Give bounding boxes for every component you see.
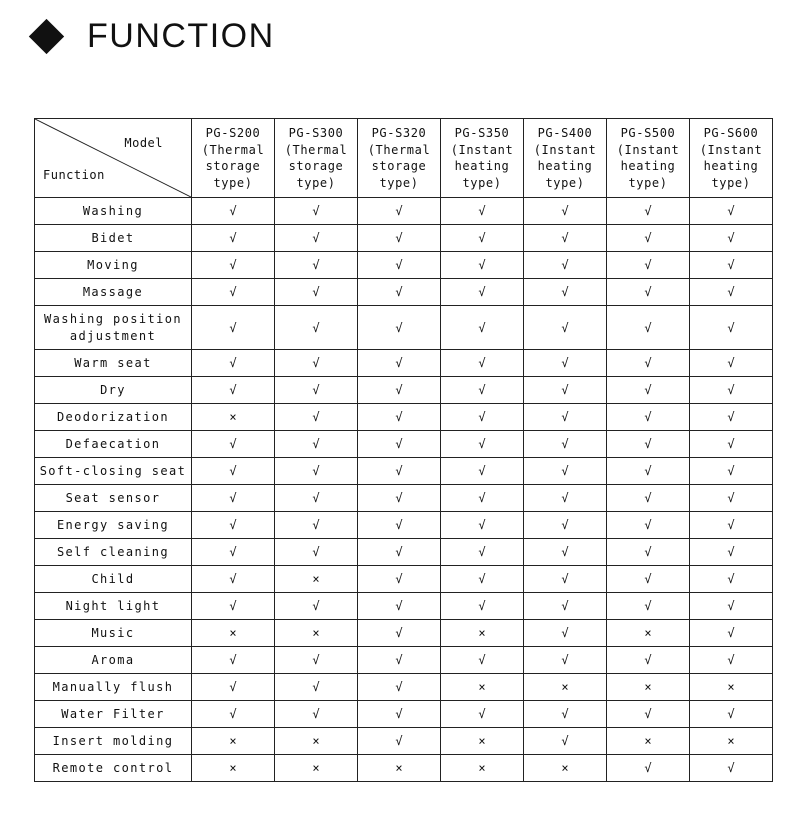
- check-mark-cell: √: [524, 458, 607, 485]
- function-name-cell: Self cleaning: [35, 539, 192, 566]
- model-name: PG-S500: [620, 126, 676, 140]
- function-name-cell: Music: [35, 620, 192, 647]
- model-header-content: [690, 119, 772, 191]
- function-name-cell: Insert molding: [35, 728, 192, 755]
- check-mark-cell: √: [607, 647, 690, 674]
- model-type: (Thermal storage type): [367, 142, 431, 190]
- check-mark-cell: √: [275, 593, 358, 620]
- model-name: PG-S350: [454, 126, 510, 140]
- check-mark-cell: √: [192, 279, 275, 306]
- check-mark-cell: √: [607, 755, 690, 782]
- check-mark-cell: √: [275, 485, 358, 512]
- table-row: [35, 458, 773, 485]
- function-name-cell: Energy saving: [35, 512, 192, 539]
- function-name-cell: Remote control: [35, 755, 192, 782]
- check-mark-cell: √: [524, 350, 607, 377]
- check-mark-cell: √: [441, 404, 524, 431]
- table-row: [35, 512, 773, 539]
- check-mark-cell: √: [358, 512, 441, 539]
- check-mark-cell: √: [690, 485, 773, 512]
- check-mark-cell: √: [690, 458, 773, 485]
- check-mark-cell: √: [690, 755, 773, 782]
- check-mark-cell: √: [358, 458, 441, 485]
- check-mark-cell: √: [275, 279, 358, 306]
- check-mark-cell: √: [524, 306, 607, 350]
- check-mark-cell: √: [607, 377, 690, 404]
- check-mark-cell: √: [192, 377, 275, 404]
- check-mark-cell: √: [192, 198, 275, 225]
- check-mark-cell: √: [690, 566, 773, 593]
- check-mark-cell: √: [441, 306, 524, 350]
- table-row: [35, 377, 773, 404]
- function-name-cell: Manually flush: [35, 674, 192, 701]
- check-mark-cell: √: [441, 350, 524, 377]
- check-mark-cell: √: [607, 566, 690, 593]
- check-mark-cell: √: [524, 485, 607, 512]
- check-mark-cell: √: [275, 306, 358, 350]
- model-header-pg-s600: [690, 119, 773, 198]
- table-row: [35, 198, 773, 225]
- check-mark-cell: √: [441, 485, 524, 512]
- model-name: PG-S300: [288, 126, 344, 140]
- check-mark-cell: √: [192, 306, 275, 350]
- function-name-cell: Washing: [35, 198, 192, 225]
- check-mark-cell: √: [607, 306, 690, 350]
- model-header-pg-s320: [358, 119, 441, 198]
- check-mark-cell: √: [192, 458, 275, 485]
- check-mark-cell: √: [358, 539, 441, 566]
- check-mark-cell: √: [441, 512, 524, 539]
- cross-mark-cell: ×: [275, 566, 358, 593]
- function-name-cell: Warm seat: [35, 350, 192, 377]
- check-mark-cell: √: [358, 647, 441, 674]
- model-header-pg-s350: [441, 119, 524, 198]
- model-header-content: [441, 119, 523, 191]
- check-mark-cell: √: [524, 377, 607, 404]
- check-mark-cell: √: [441, 593, 524, 620]
- check-mark-cell: √: [358, 404, 441, 431]
- cross-mark-cell: ×: [441, 755, 524, 782]
- check-mark-cell: √: [358, 377, 441, 404]
- check-mark-cell: √: [690, 404, 773, 431]
- table-header-row: [35, 119, 773, 198]
- table-row: [35, 279, 773, 306]
- check-mark-cell: √: [524, 728, 607, 755]
- check-mark-cell: √: [358, 431, 441, 458]
- function-name-cell: Aroma: [35, 647, 192, 674]
- function-name-cell: Defaecation: [35, 431, 192, 458]
- table-row: [35, 566, 773, 593]
- function-name-cell: Dry: [35, 377, 192, 404]
- check-mark-cell: √: [275, 674, 358, 701]
- check-mark-cell: √: [524, 512, 607, 539]
- model-type: (Instant heating type): [616, 142, 680, 190]
- page-header: [28, 14, 275, 58]
- check-mark-cell: √: [358, 701, 441, 728]
- check-mark-cell: √: [192, 566, 275, 593]
- cross-mark-cell: ×: [192, 755, 275, 782]
- function-name-cell: Child: [35, 566, 192, 593]
- check-mark-cell: √: [192, 512, 275, 539]
- check-mark-cell: √: [358, 225, 441, 252]
- check-mark-cell: √: [192, 431, 275, 458]
- model-header-content: [192, 119, 274, 191]
- table-row: [35, 728, 773, 755]
- function-name-cell: Bidet: [35, 225, 192, 252]
- model-axis-label: Model: [124, 136, 163, 150]
- check-mark-cell: √: [192, 485, 275, 512]
- model-header-pg-s500: [607, 119, 690, 198]
- check-mark-cell: √: [192, 539, 275, 566]
- check-mark-cell: √: [358, 620, 441, 647]
- cross-mark-cell: ×: [607, 728, 690, 755]
- check-mark-cell: √: [275, 225, 358, 252]
- check-mark-cell: √: [358, 674, 441, 701]
- table-row: [35, 306, 773, 350]
- check-mark-cell: √: [441, 431, 524, 458]
- cross-mark-cell: ×: [192, 620, 275, 647]
- check-mark-cell: √: [607, 252, 690, 279]
- check-mark-cell: √: [524, 701, 607, 728]
- function-name-cell: Deodorization: [35, 404, 192, 431]
- check-mark-cell: √: [358, 566, 441, 593]
- model-header-content: [275, 119, 357, 191]
- check-mark-cell: √: [690, 252, 773, 279]
- cross-mark-cell: ×: [192, 404, 275, 431]
- model-name: PG-S320: [371, 126, 427, 140]
- check-mark-cell: √: [524, 404, 607, 431]
- check-mark-cell: √: [192, 674, 275, 701]
- model-type: (Instant heating type): [699, 142, 763, 190]
- check-mark-cell: √: [441, 539, 524, 566]
- model-header-content: [358, 119, 440, 191]
- cross-mark-cell: ×: [524, 674, 607, 701]
- function-name-cell: Massage: [35, 279, 192, 306]
- model-header-pg-s300: [275, 119, 358, 198]
- check-mark-cell: √: [358, 728, 441, 755]
- check-mark-cell: √: [607, 225, 690, 252]
- check-mark-cell: √: [275, 647, 358, 674]
- check-mark-cell: √: [607, 485, 690, 512]
- check-mark-cell: √: [690, 198, 773, 225]
- check-mark-cell: √: [690, 620, 773, 647]
- check-mark-cell: √: [358, 279, 441, 306]
- check-mark-cell: √: [690, 306, 773, 350]
- table-row: [35, 674, 773, 701]
- check-mark-cell: √: [690, 701, 773, 728]
- check-mark-cell: √: [192, 225, 275, 252]
- check-mark-cell: √: [690, 647, 773, 674]
- table-row: [35, 404, 773, 431]
- check-mark-cell: √: [607, 431, 690, 458]
- table-row: [35, 225, 773, 252]
- check-mark-cell: √: [524, 252, 607, 279]
- model-header-pg-s200: [192, 119, 275, 198]
- check-mark-cell: √: [607, 593, 690, 620]
- function-name-cell: Seat sensor: [35, 485, 192, 512]
- cross-mark-cell: ×: [275, 728, 358, 755]
- check-mark-cell: √: [275, 701, 358, 728]
- cross-mark-cell: ×: [275, 755, 358, 782]
- model-header-content: [607, 119, 689, 191]
- check-mark-cell: √: [192, 350, 275, 377]
- check-mark-cell: √: [358, 306, 441, 350]
- check-mark-cell: √: [690, 539, 773, 566]
- model-name: PG-S400: [537, 126, 593, 140]
- check-mark-cell: √: [275, 458, 358, 485]
- cross-mark-cell: ×: [441, 620, 524, 647]
- check-mark-cell: √: [524, 279, 607, 306]
- check-mark-cell: √: [607, 512, 690, 539]
- check-mark-cell: √: [690, 350, 773, 377]
- check-mark-cell: √: [607, 404, 690, 431]
- function-table: [34, 118, 773, 782]
- check-mark-cell: √: [690, 279, 773, 306]
- check-mark-cell: √: [441, 279, 524, 306]
- table-row: [35, 755, 773, 782]
- function-name-cell: Soft-closing seat: [35, 458, 192, 485]
- check-mark-cell: √: [192, 252, 275, 279]
- table-row: [35, 593, 773, 620]
- check-mark-cell: √: [524, 593, 607, 620]
- table-row: [35, 701, 773, 728]
- page-title: FUNCTION: [87, 16, 275, 55]
- check-mark-cell: √: [607, 350, 690, 377]
- check-mark-cell: √: [607, 458, 690, 485]
- check-mark-cell: √: [607, 539, 690, 566]
- cross-mark-cell: ×: [275, 620, 358, 647]
- check-mark-cell: √: [192, 647, 275, 674]
- corner-header-cell: [35, 119, 192, 198]
- check-mark-cell: √: [690, 593, 773, 620]
- cross-mark-cell: ×: [690, 728, 773, 755]
- check-mark-cell: √: [275, 512, 358, 539]
- check-mark-cell: √: [358, 485, 441, 512]
- check-mark-cell: √: [441, 225, 524, 252]
- cross-mark-cell: ×: [607, 674, 690, 701]
- cross-mark-cell: ×: [192, 728, 275, 755]
- function-name-cell: Water Filter: [35, 701, 192, 728]
- model-type: (Thermal storage type): [284, 142, 348, 190]
- function-name-cell: Washing position adjustment: [35, 306, 192, 350]
- check-mark-cell: √: [358, 350, 441, 377]
- check-mark-cell: √: [275, 539, 358, 566]
- check-mark-cell: √: [441, 198, 524, 225]
- function-name-cell: Night light: [35, 593, 192, 620]
- check-mark-cell: √: [607, 701, 690, 728]
- check-mark-cell: √: [441, 701, 524, 728]
- diamond-bullet-icon: [29, 18, 64, 53]
- check-mark-cell: √: [524, 566, 607, 593]
- check-mark-cell: √: [275, 350, 358, 377]
- check-mark-cell: √: [524, 647, 607, 674]
- table-row: [35, 539, 773, 566]
- check-mark-cell: √: [192, 593, 275, 620]
- model-name: PG-S600: [703, 126, 759, 140]
- model-name: PG-S200: [205, 126, 261, 140]
- model-header-pg-s400: [524, 119, 607, 198]
- cross-mark-cell: ×: [441, 674, 524, 701]
- check-mark-cell: √: [441, 252, 524, 279]
- check-mark-cell: √: [441, 566, 524, 593]
- check-mark-cell: √: [607, 279, 690, 306]
- table-row: [35, 431, 773, 458]
- check-mark-cell: √: [524, 225, 607, 252]
- check-mark-cell: √: [358, 593, 441, 620]
- table-row: [35, 485, 773, 512]
- check-mark-cell: √: [192, 701, 275, 728]
- cross-mark-cell: ×: [607, 620, 690, 647]
- table-row: [35, 350, 773, 377]
- function-name-cell: Moving: [35, 252, 192, 279]
- check-mark-cell: √: [524, 620, 607, 647]
- table-row: [35, 620, 773, 647]
- model-type: (Instant heating type): [533, 142, 597, 190]
- check-mark-cell: √: [690, 512, 773, 539]
- check-mark-cell: √: [275, 431, 358, 458]
- check-mark-cell: √: [524, 198, 607, 225]
- function-axis-label: Function: [43, 168, 105, 182]
- check-mark-cell: √: [441, 377, 524, 404]
- check-mark-cell: √: [690, 225, 773, 252]
- check-mark-cell: √: [524, 431, 607, 458]
- table-body: [35, 198, 773, 782]
- cross-mark-cell: ×: [524, 755, 607, 782]
- check-mark-cell: √: [524, 539, 607, 566]
- check-mark-cell: √: [275, 404, 358, 431]
- model-type: (Instant heating type): [450, 142, 514, 190]
- check-mark-cell: √: [275, 198, 358, 225]
- table-row: [35, 647, 773, 674]
- check-mark-cell: √: [275, 252, 358, 279]
- model-header-content: [524, 119, 606, 191]
- table-row: [35, 252, 773, 279]
- check-mark-cell: √: [358, 252, 441, 279]
- corner-diagonal-line: [35, 119, 191, 197]
- cross-mark-cell: ×: [441, 728, 524, 755]
- check-mark-cell: √: [441, 458, 524, 485]
- model-type: (Thermal storage type): [201, 142, 265, 190]
- cross-mark-cell: ×: [690, 674, 773, 701]
- check-mark-cell: √: [441, 647, 524, 674]
- check-mark-cell: √: [275, 377, 358, 404]
- check-mark-cell: √: [607, 198, 690, 225]
- check-mark-cell: √: [690, 377, 773, 404]
- check-mark-cell: √: [358, 198, 441, 225]
- check-mark-cell: √: [690, 431, 773, 458]
- cross-mark-cell: ×: [358, 755, 441, 782]
